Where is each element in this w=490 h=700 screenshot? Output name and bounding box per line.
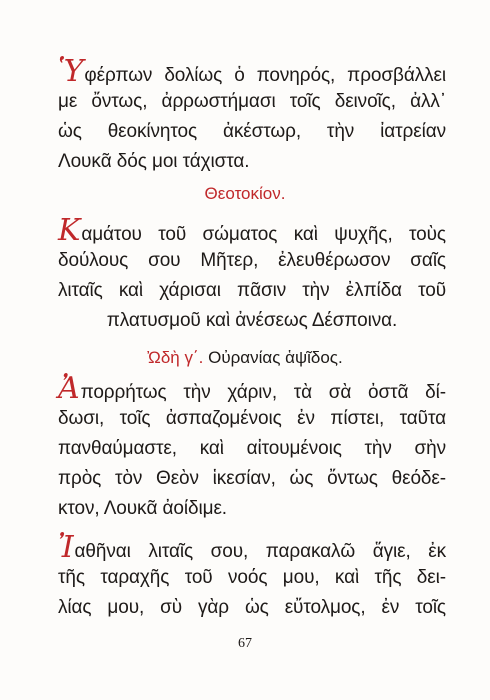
troparion-1 [58, 54, 446, 177]
ode-label: Ὠδὴ γ΄. [147, 348, 204, 367]
text-line: πανθαύμαστε, καὶ αἰτουμένοις τὴν σὴν [58, 438, 446, 459]
drop-cap: Ἀ [58, 371, 80, 406]
text-line: Ὑφέρπων δολίως ὁ πονηρός, προσβάλλει [58, 54, 446, 89]
drop-cap: Κ [58, 213, 81, 248]
troparion-2 [58, 371, 446, 524]
text-line: κτον, Λουκᾶ ἀοίδιμε. [58, 498, 227, 519]
text-line: με ὄντως, ἀρρωστήμασι τοῖς δεινοῖς, ἀλλ᾿ [58, 91, 446, 112]
theotokion-heading: Θεοτοκίον. [204, 184, 286, 203]
theotokion-text [58, 213, 446, 336]
text-line: Ἀπορρήτως τὴν χάριν, τὰ σὰ ὀστᾶ δί- [58, 371, 446, 406]
text-line: πρὸς τὸν Θεὸν ἱκεσίαν, ὡς ὄντως θεόδε- [58, 468, 446, 489]
drop-cap: Ἰ [58, 530, 74, 565]
ode-heading [0, 346, 490, 370]
drop-cap: Ὑ [58, 54, 84, 89]
ode-title: Οὐρανίας ἁψῖδος. [208, 348, 343, 367]
text-line: Καμάτου τοῦ σώματος καὶ ψυχῆς, τοὺς [58, 213, 446, 248]
text-line: ὡς θεοκίνητος ἀκέστωρ, τὴν ἰατρείαν [58, 121, 446, 142]
text-line: τῆς ταραχῆς τοῦ νοός μου, καὶ τῆς δει- [58, 567, 446, 588]
text-line: λιταῖς καὶ χάρισαι πᾶσιν τὴν ἐλπίδα τοῦ [58, 280, 446, 301]
text-line: Ἰαθῆναι λιταῖς σου, παρακαλῶ ἅγιε, ἐκ [58, 530, 446, 565]
text-line: πλατυσμοῦ καὶ ἀνέσεως Δέσποινα. [106, 310, 398, 331]
troparion-3 [58, 530, 446, 623]
text-line: δούλους σου Μῆτερ, ἐλευθέρωσον σαῖς [58, 250, 446, 271]
page-number: 67 [238, 636, 252, 651]
text-line: δωσι, τοῖς ἀσπαζομένοις ἐν πίστει, ταῦτα [58, 408, 446, 429]
text-line: Λουκᾶ δός μοι τάχιστα. [58, 151, 250, 172]
text-line: λίας μου, σὺ γὰρ ὡς εὔτολμος, ἐν τοῖς [58, 597, 446, 618]
